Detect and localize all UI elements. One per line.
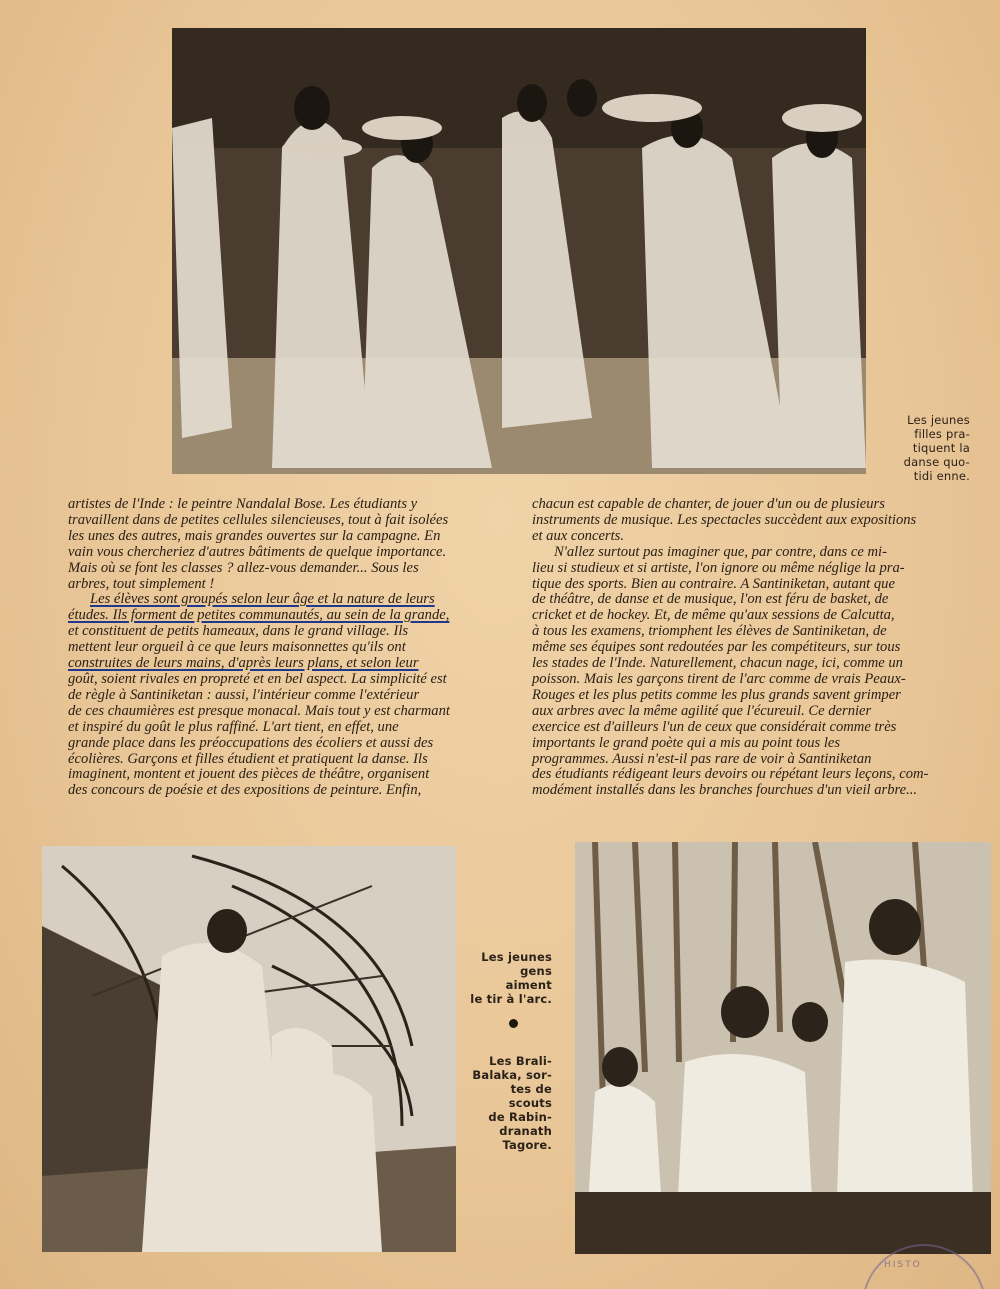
text-line: Rouges et les plus petits comme les plus grands savent grimper — [532, 686, 901, 703]
text-line: aux arbres avec la même agilité que l'écureuil. Ce dernier — [532, 702, 872, 719]
text-line: importants le grand poète qui a mis au point tous les — [532, 734, 841, 751]
caption-line: Les jeunes — [481, 950, 552, 964]
caption-line: le tir à l'arc. — [470, 992, 552, 1006]
text-line: tique des sports. Bien au contraire. A Santiniketan, autant que — [532, 575, 895, 592]
text-line: les stades de l'Inde. Naturellement, chacun nage, ici, comme un — [532, 655, 903, 672]
caption-line: filles pra- — [914, 427, 970, 441]
caption-dancing — [880, 413, 970, 483]
photo-girls-dancing-image — [172, 28, 866, 474]
text-line: modément installés dans les branches fourchues d'un vieil arbre... — [532, 782, 918, 799]
separator-dot — [509, 1019, 518, 1028]
text-line-underlined: Les élèves sont groupés selon leur âge et la nature de leurs — [90, 591, 435, 608]
caption-line: danse quo- — [903, 455, 970, 469]
text-line: et inspiré du goût le plus raffiné. L'art tient, en effet, une — [68, 718, 399, 735]
text-line: chacun est capable de chanter, de jouer d'un ou de plusieurs — [532, 496, 885, 512]
caption-line: tidi enne. — [913, 469, 970, 483]
article-column-right — [532, 497, 968, 799]
text-line: imaginent, montent et jouent des pièces de théâtre, organisent — [68, 766, 430, 783]
text-line: Mais où se font les classes ? allez-vous demander... Sous les — [68, 559, 419, 576]
text-line: cricket et de hockey. Et, de même qu'aux sessions de Calcutta, — [532, 607, 895, 624]
text-line: de règle à Santiniketan : aussi, l'intérieur comme l'extérieur — [68, 686, 420, 703]
text-line: poisson. Mais les garçons tirent de l'arc comme de vrais Peaux- — [532, 670, 906, 687]
text-line: vain vous chercheriez d'autres bâtiments de quelque importance. — [68, 543, 447, 560]
caption-line: Balaka, sor- — [472, 1068, 552, 1082]
text-line: grande place dans les préoccupations des écoliers et aussi des — [68, 734, 434, 751]
caption-scouts — [470, 1054, 552, 1152]
text-line: mettent leur orgueil à ce que leurs maisonnettes qu'ils ont — [68, 639, 406, 656]
text-line: de théâtre, de danse et de musique, l'on est féru de basket, de — [532, 591, 889, 608]
text-line-underlined: construites de leurs mains, d'après leurs plans, et selon leur — [68, 655, 419, 672]
caption-line: Tagore. — [502, 1138, 552, 1152]
article-column-left — [68, 497, 504, 799]
caption-archery — [470, 950, 552, 1006]
text-line: et constituent de petits hameaux, dans le grand village. Ils — [68, 623, 409, 640]
text-line: écolières. Garçons et filles étudient et pratiquent la danse. Ils — [68, 750, 428, 767]
stamp-text: HISTO — [884, 1260, 922, 1270]
text-line: artistes de l'Inde : le peintre Nandalal Bose. Les étudiants y — [68, 496, 418, 512]
caption-line: tiquent la — [912, 441, 970, 455]
caption-line: Les jeunes — [907, 413, 970, 427]
text-line: des étudiants rédigeant leurs devoirs ou répétant leurs leçons, com- — [532, 766, 929, 783]
photo-archery — [42, 846, 456, 1252]
photo-scouts-image — [575, 842, 991, 1254]
caption-line: de Rabin- — [488, 1110, 552, 1124]
caption-line: dranath — [499, 1124, 552, 1138]
photo-archery-image — [42, 846, 456, 1252]
text-line: programmes. Aussi n'est-il pas rare de voir à Santiniketan — [532, 750, 872, 767]
text-line: N'allez surtout pas imaginer que, par contre, dans ce mi- — [554, 543, 887, 560]
text-line: les unes des autres, mais grandes ouvertes sur la campagne. En — [68, 527, 441, 544]
text-line: à tous les examens, triomphent les élèves de Santiniketan, de — [532, 623, 887, 640]
text-line: de ces chaumières est presque monacal. Mais tout y est charmant — [68, 702, 450, 719]
caption-line: tes de scouts — [508, 1082, 552, 1110]
text-line: instruments de musique. Les spectacles succèdent aux expositions — [532, 511, 917, 528]
text-line: exercice est d'ailleurs l'un de ceux que considérait comme très — [532, 718, 897, 735]
text-line: arbres, tout simplement ! — [68, 575, 215, 592]
caption-line: gens aiment — [505, 964, 552, 992]
text-line: travaillent dans de petites cellules silencieuses, tout à fait isolées — [68, 511, 449, 528]
text-line: même ses équipes sont redoutées par les compétiteurs, sur tous — [532, 639, 901, 656]
photo-girls-dancing — [172, 28, 866, 474]
photo-scouts — [575, 842, 991, 1254]
text-line: lieu si studieux et si artiste, l'on ignore ou même néglige la pra- — [532, 559, 905, 576]
text-line: goût, soient rivales en propreté et en bel aspect. La simplicité est — [68, 670, 447, 687]
text-line: des concours de poésie et des expositions de peinture. Enfin, — [68, 782, 422, 799]
text-line: et aux concerts. — [532, 527, 624, 544]
caption-line: Les Brali- — [489, 1054, 552, 1068]
text-line-underlined: études. Ils forment de petites communautés, au sein de la grande, — [68, 607, 450, 624]
